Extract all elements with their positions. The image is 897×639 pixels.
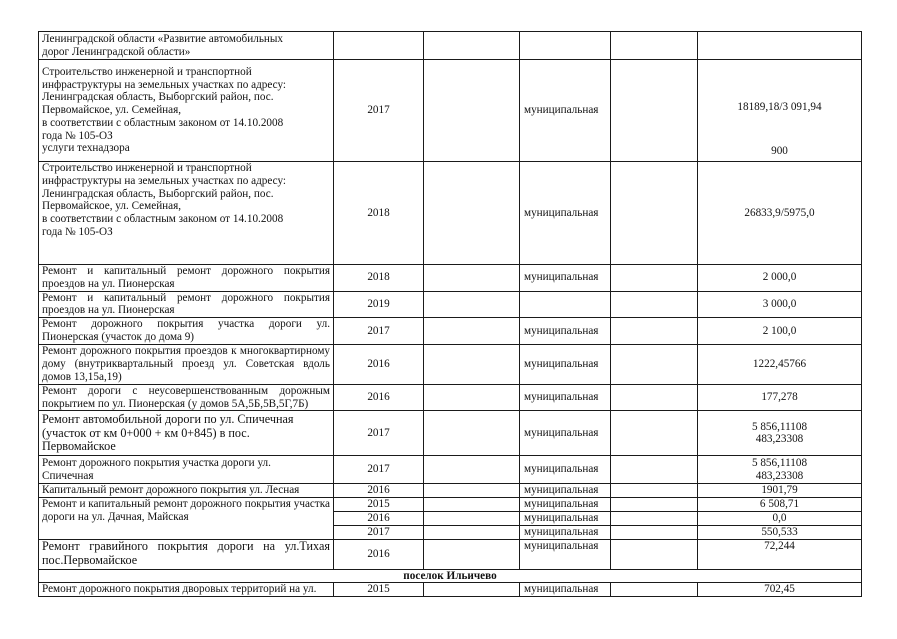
cell-type: муниципальная bbox=[520, 511, 611, 525]
cell-empty bbox=[611, 411, 698, 456]
table-row bbox=[39, 162, 862, 265]
cell-empty bbox=[424, 498, 520, 512]
cell-amount: 3 000,0 bbox=[698, 291, 862, 318]
cell-amount bbox=[698, 60, 862, 162]
cell-year: 2015 bbox=[334, 498, 424, 512]
cell-year: 2017 bbox=[334, 411, 424, 456]
cell-type bbox=[520, 291, 611, 318]
cell-name: Ремонт гравийного покрытия дороги на ул.Тихая пос.Первомайское bbox=[39, 539, 334, 569]
cell-amount: 5 856,11108 483,23308 bbox=[698, 411, 862, 456]
cell-year: 2017 bbox=[334, 525, 424, 539]
cell-empty bbox=[611, 162, 698, 265]
cell-name: Ремонт дорожного покрытия дворовых территорий на ул. bbox=[39, 583, 334, 597]
cell-type: муниципальная bbox=[520, 525, 611, 539]
cell-empty bbox=[611, 384, 698, 411]
cell-empty bbox=[611, 484, 698, 498]
cell-empty bbox=[424, 511, 520, 525]
cell-empty bbox=[424, 291, 520, 318]
amount-value-secondary: 900 bbox=[771, 145, 788, 158]
cell-empty bbox=[611, 456, 698, 484]
cell-empty bbox=[424, 344, 520, 384]
cell-type: муниципальная bbox=[520, 498, 611, 512]
cell-type: муниципальная bbox=[520, 539, 611, 569]
cell-name: Ремонт и капитальный ремонт дорожного покрытия проездов на ул. Пионерская bbox=[39, 291, 334, 318]
cell-type: муниципальная bbox=[520, 484, 611, 498]
cell-year: 2018 bbox=[334, 162, 424, 265]
cell-amount: 1901,79 bbox=[698, 484, 862, 498]
table-row bbox=[39, 411, 862, 456]
cell-name: Капитальный ремонт дорожного покрытия ул. Лесная bbox=[39, 484, 334, 498]
cell-name: Ремонт дорожного покрытия участка дороги ул. Спичечная bbox=[39, 456, 334, 484]
cell-amount: 177,278 bbox=[698, 384, 862, 411]
cell-empty bbox=[424, 32, 520, 60]
cell-empty bbox=[611, 318, 698, 345]
cell-year: 2018 bbox=[334, 265, 424, 292]
cell-amount: 72,244 bbox=[698, 539, 862, 569]
cell-empty bbox=[424, 265, 520, 292]
cell-amount: 2 100,0 bbox=[698, 318, 862, 345]
program-table bbox=[38, 31, 862, 597]
cell-empty bbox=[424, 583, 520, 597]
table-row bbox=[39, 291, 862, 318]
cell-amount: 6 508,71 bbox=[698, 498, 862, 512]
cell-amount: 550,533 bbox=[698, 525, 862, 539]
cell-year: 2016 bbox=[334, 511, 424, 525]
cell-year: 2017 bbox=[334, 456, 424, 484]
cell-year: 2019 bbox=[334, 291, 424, 318]
cell-type: муниципальная bbox=[520, 318, 611, 345]
cell-year: 2017 bbox=[334, 60, 424, 162]
table-row bbox=[39, 484, 862, 498]
cell-year: 2016 bbox=[334, 344, 424, 384]
cell-empty bbox=[611, 498, 698, 512]
cell-amount: 702,45 bbox=[698, 583, 862, 597]
cell-type: муниципальная bbox=[520, 60, 611, 162]
cell-year: 2017 bbox=[334, 318, 424, 345]
cell-type: муниципальная bbox=[520, 583, 611, 597]
cell-type: муниципальная bbox=[520, 265, 611, 292]
cell-year bbox=[334, 32, 424, 60]
table-row bbox=[39, 498, 862, 512]
cell-name: Ремонт дорожного покрытия участка дороги ул. Пионерская (участок до дома 9) bbox=[39, 318, 334, 345]
cell-empty bbox=[611, 511, 698, 525]
table-row bbox=[39, 265, 862, 292]
cell-empty bbox=[424, 411, 520, 456]
cell-empty bbox=[424, 318, 520, 345]
cell-amount bbox=[698, 32, 862, 60]
cell-empty bbox=[424, 539, 520, 569]
cell-name: Строительство инженерной и транспортной инфраструктуры на земельных участках по адресу: Ленинградская область, Выборгский район, пос. Первомайское, ул. Семейная, в соответствии с областным законом от 14.10.2008 года № 105-ОЗ bbox=[39, 162, 334, 265]
cell-empty bbox=[611, 32, 698, 60]
cell-empty bbox=[611, 291, 698, 318]
cell-name: Ленинградской области «Развитие автомобильных дорог Ленинградской области» bbox=[39, 32, 334, 60]
cell-empty bbox=[424, 525, 520, 539]
cell-year: 2016 bbox=[334, 539, 424, 569]
cell-name: Ремонт и капитальный ремонт дорожного покрытия проездов на ул. Пионерская bbox=[39, 265, 334, 292]
cell-type bbox=[520, 32, 611, 60]
table-row bbox=[39, 384, 862, 411]
cell-empty bbox=[424, 384, 520, 411]
cell-empty bbox=[611, 344, 698, 384]
cell-empty bbox=[611, 60, 698, 162]
cell-empty bbox=[611, 265, 698, 292]
cell-amount: 5 856,11108 483,23308 bbox=[698, 456, 862, 484]
cell-name: Ремонт автомобильной дороги по ул. Спичечная (участок от км 0+000 + км 0+845) в пос. Первомайское bbox=[39, 411, 334, 456]
table-row bbox=[39, 60, 862, 162]
cell-year: 2016 bbox=[334, 384, 424, 411]
cell-empty bbox=[424, 456, 520, 484]
cell-name: Строительство инженерной и транспортной инфраструктуры на земельных участках по адресу: Ленинградская область, Выборгский район, пос. Первомайское, ул. Семейная, в соответствии с областным законом от 14.10.2008 года № 105-ОЗ услуги технадзора bbox=[39, 60, 334, 162]
cell-type: муниципальная bbox=[520, 384, 611, 411]
cell-amount: 1222,45766 bbox=[698, 344, 862, 384]
document-page bbox=[38, 31, 861, 597]
cell-type: муниципальная bbox=[520, 456, 611, 484]
table-row bbox=[39, 318, 862, 345]
table-row bbox=[39, 456, 862, 484]
section-row bbox=[39, 569, 862, 583]
table-row bbox=[39, 32, 862, 60]
table-row bbox=[39, 344, 862, 384]
cell-empty bbox=[611, 583, 698, 597]
table-row bbox=[39, 539, 862, 569]
cell-empty bbox=[611, 525, 698, 539]
cell-empty bbox=[424, 60, 520, 162]
cell-amount: 0,0 bbox=[698, 511, 862, 525]
cell-year: 2015 bbox=[334, 583, 424, 597]
cell-year: 2016 bbox=[334, 484, 424, 498]
cell-type: муниципальная bbox=[520, 411, 611, 456]
cell-type: муниципальная bbox=[520, 344, 611, 384]
cell-empty bbox=[424, 162, 520, 265]
section-header: поселок Ильичево bbox=[39, 569, 862, 583]
cell-name: Ремонт дороги с неусовершенствованным дорожным покрытием по ул. Пионерская (у домов 5А,5Б,5В,5Г,7Б) bbox=[39, 384, 334, 411]
cell-amount: 2 000,0 bbox=[698, 265, 862, 292]
cell-empty bbox=[611, 539, 698, 569]
cell-name: Ремонт дорожного покрытия проездов к многоквартирному дому (внутриквартальный проезд ул. Советская вдоль домов 13,15а,19) bbox=[39, 344, 334, 384]
cell-type: муниципальная bbox=[520, 162, 611, 265]
table-row bbox=[39, 583, 862, 597]
cell-amount: 26833,9/5975,0 bbox=[698, 162, 862, 265]
amount-value: 18189,18/3 091,94 bbox=[737, 101, 822, 113]
cell-empty bbox=[424, 484, 520, 498]
cell-name: Ремонт и капитальный ремонт дорожного покрытия участка дороги на ул. Дачная, Майская bbox=[39, 498, 334, 539]
